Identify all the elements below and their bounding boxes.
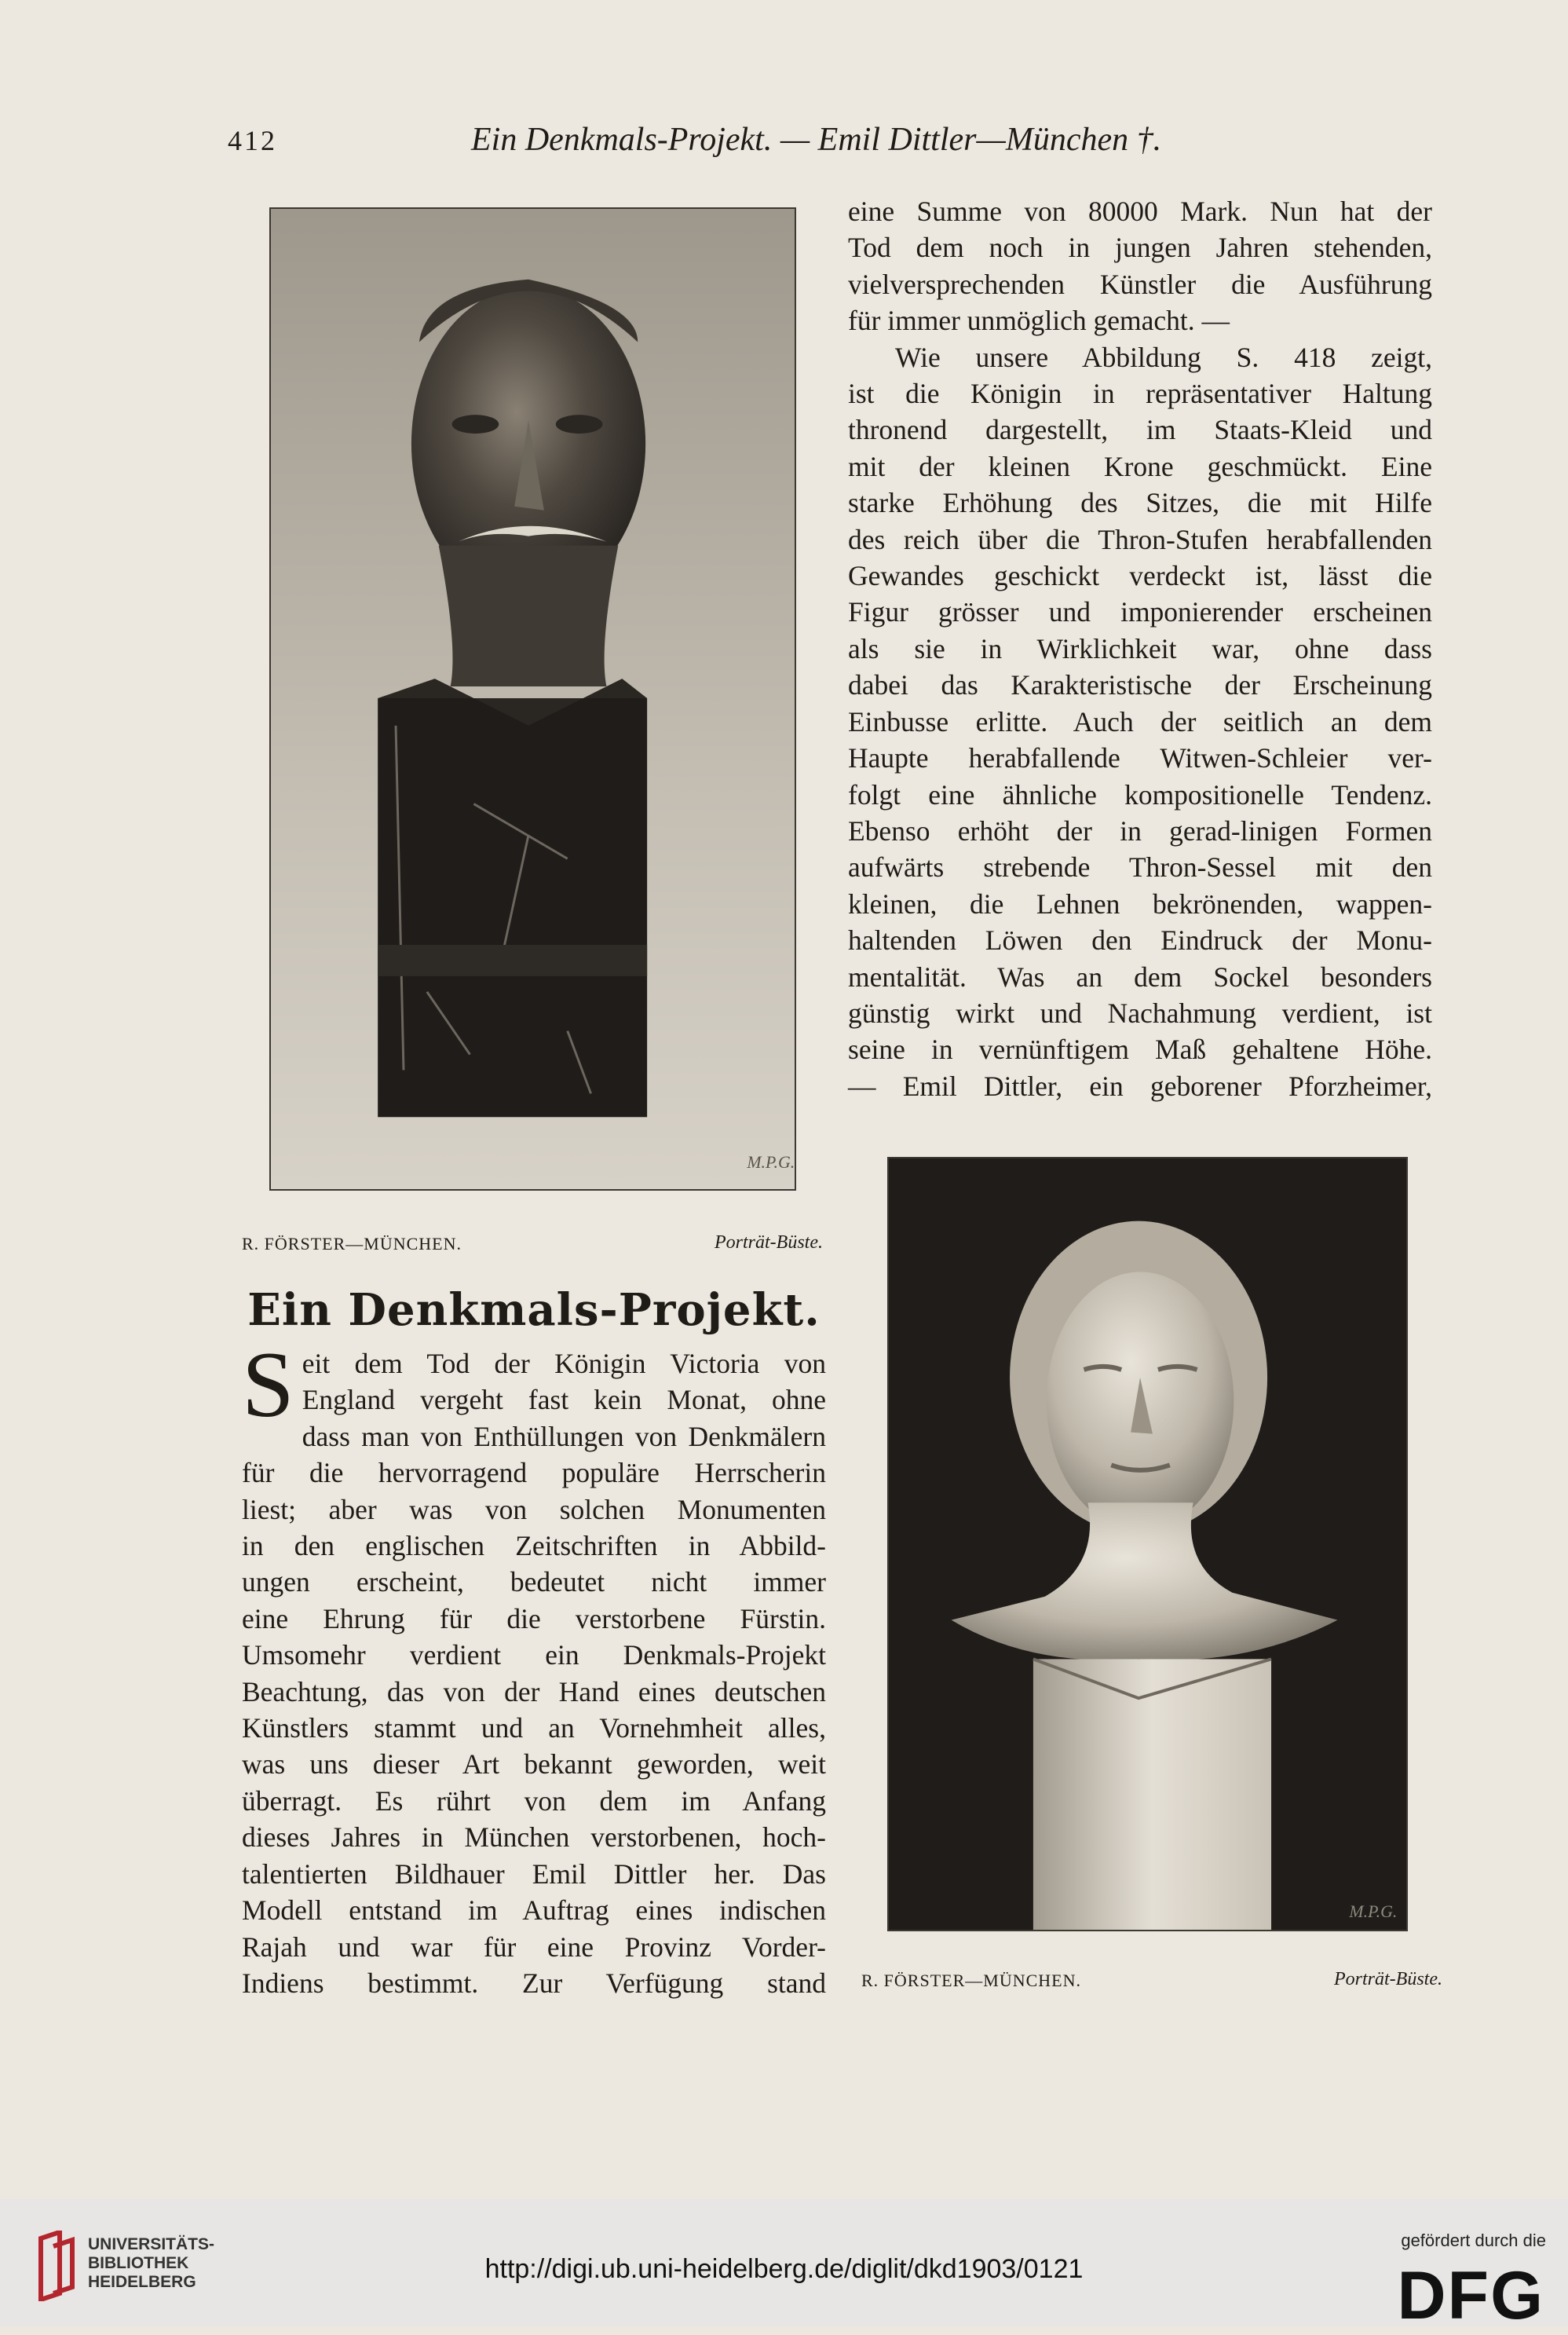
library-name-line: UNIVERSITÄTS-: [88, 2235, 215, 2253]
drop-cap: S: [242, 1332, 294, 1437]
text-line: Umsomehr verdient ein Denkmals-Projekt: [242, 1639, 826, 1671]
figure-female-bust: [887, 1157, 1408, 1931]
text-line: für immer unmöglich gemacht. —: [848, 305, 1230, 337]
caption-title: Porträt-Büste.: [715, 1232, 823, 1253]
text-line: Gewandes geschickt verdeckt ist, lässt die: [848, 560, 1432, 592]
running-title: Ein Denkmals-Projekt. — Emil Dittler—München †.: [471, 122, 1162, 158]
text-line: für die hervorragend populäre Herrscherin: [242, 1457, 826, 1489]
library-name-line: BIBLIOTHEK: [88, 2254, 189, 2272]
article-heading: Ein Denkmals-Projekt.: [247, 1284, 821, 1336]
caption-male-bust: [242, 1229, 823, 1257]
female-bust-image: [889, 1158, 1406, 1930]
text-line: ungen erscheint, bedeutet nicht immer: [242, 1566, 826, 1598]
text-line: folgt eine ähnliche kompositionelle Tendenz.: [848, 778, 1432, 811]
dfg-logo-icon[interactable]: DFG: [1397, 2258, 1544, 2333]
caption-title: Porträt-Büste.: [1334, 1969, 1442, 1989]
article-column-right: [848, 193, 1432, 1104]
text-line: Rajah und war für eine Provinz Vorder-: [242, 1931, 826, 1963]
text-line: günstig wirkt und Nachahmung verdient, ist: [848, 997, 1432, 1029]
text-line: Ebenso erhöht der in gerad-linigen Formen: [848, 814, 1432, 847]
text-line: seine in vernünftigem Maß gehaltene Höhe.: [848, 1034, 1432, 1066]
text-line: Indiens bestimmt. Zur Verfügung stand: [242, 1967, 826, 1999]
male-bust-image: [271, 209, 795, 1189]
text-line: eine Ehrung für die verstorbene Fürstin.: [242, 1602, 826, 1634]
library-name-line: HEIDELBERG: [88, 2273, 196, 2291]
text-line: des reich über die Thron-Stufen herabfallenden: [848, 523, 1432, 555]
text-line: überragt. Es rührt von dem im Anfang: [242, 1784, 826, 1817]
text-line: Einbusse erlitte. Auch der seitlich an dem: [848, 705, 1432, 737]
text-line: liest; aber was von solchen Monumenten: [242, 1493, 826, 1525]
male-bust-signature: M.P.G.: [747, 1152, 795, 1173]
text-line: aufwärts strebende Thron-Sessel mit den: [848, 851, 1432, 884]
text-line: in den englischen Zeitschriften in Abbild-: [242, 1530, 826, 1562]
text-line: dieses Jahres in München verstorbenen, hoch-: [242, 1821, 826, 1854]
text-line: Haupte herabfallende Witwen-Schleier ver-: [848, 742, 1432, 774]
caption-female-bust: [861, 1966, 1442, 1994]
text-line: als sie in Wirklichkeit war, ohne dass: [848, 632, 1432, 664]
article-column-left: [242, 1332, 826, 2001]
text-line: was uns dieser Art bekannt geworden, weit: [242, 1748, 826, 1781]
text-line: eine Summe von 80000 Mark. Nun hat der: [848, 196, 1432, 227]
text-line: haltenden Löwen den Eindruck der Monu-: [848, 924, 1432, 957]
text-line: dass man von Enthüllungen von Denkmälern: [302, 1420, 826, 1452]
text-line: England vergeht fast kein Monat, ohne: [302, 1384, 826, 1416]
text-line: Figur grösser und imponierender erscheinen: [848, 596, 1432, 628]
caption-artist: R. FÖRSTER—MÜNCHEN.: [861, 1971, 1081, 1990]
text-line: talentierten Bildhauer Emil Dittler her. Das: [242, 1857, 826, 1890]
text-line: Modell entstand im Auftrag eines indischen: [242, 1894, 826, 1927]
text-line: eit dem Tod der Königin Victoria von: [302, 1348, 826, 1379]
text-line: mentalität. Was an dem Sockel besonders: [848, 961, 1432, 993]
running-head: [228, 118, 1248, 165]
text-line: thronend dargestellt, im Staats-Kleid und: [848, 414, 1432, 446]
text-line: kleinen, die Lehnen bekrönenden, wappen-: [848, 888, 1432, 920]
text-line: — Emil Dittler, ein geborener Pforzheimer,: [848, 1070, 1432, 1102]
caption-artist: R. FÖRSTER—MÜNCHEN.: [242, 1234, 462, 1254]
text-line: ist die Königin in repräsentativer Haltung: [848, 378, 1432, 410]
permalink-url[interactable]: http://digi.ub.uni-heidelberg.de/diglit/dkd1903/0121: [484, 2254, 1084, 2284]
female-bust-signature: M.P.G.: [1349, 1902, 1398, 1922]
text-line: Tod dem noch in jungen Jahren stehenden,: [848, 232, 1432, 264]
text-line: mit der kleinen Krone geschmückt. Eine: [848, 450, 1432, 482]
text-line: vielversprechenden Künstler die Ausführung: [848, 268, 1432, 300]
text-line: Wie unsere Abbildung S. 418 zeigt,: [895, 341, 1432, 373]
viewer-footer: [0, 2199, 1568, 2333]
text-line: Beachtung, das von der Hand eines deutschen: [242, 1675, 826, 1707]
text-line: Künstlers stammt und an Vornehmheit alles,: [242, 1712, 826, 1744]
figure-male-bust: [269, 207, 796, 1191]
page-number: 412: [228, 125, 277, 156]
sponsor-text: gefördert durch die: [1401, 2231, 1546, 2250]
text-line: starke Erhöhung des Sitzes, die mit Hilfe: [848, 487, 1432, 519]
text-line: dabei das Karakteristische der Erscheinung: [848, 669, 1432, 701]
